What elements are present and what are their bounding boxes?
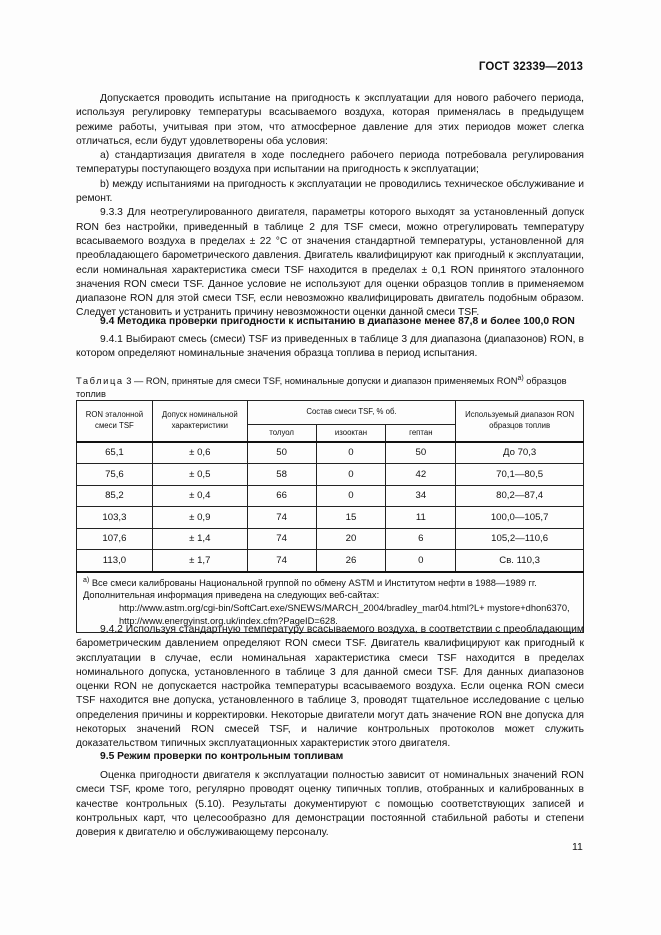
cell-toluene: 58 (247, 464, 316, 486)
cell-ron: 113,0 (77, 550, 153, 572)
header-heptane: гептан (386, 425, 456, 442)
cell-heptane: 11 (386, 507, 456, 529)
section-9-5-heading: 9.5 Режим проверки по контрольным топливам (100, 751, 344, 762)
cell-ron: 103,3 (77, 507, 153, 529)
footnote-line-2: Дополнительная информация приведена на следующих веб-сайтах: (83, 590, 380, 601)
header-tolerance: Допуск номинальной характеристики (152, 401, 247, 442)
cell-range: Св. 110,3 (456, 550, 584, 572)
cell-range: 80,2—87,4 (456, 485, 584, 507)
cell-isooctane: 0 (316, 464, 386, 486)
cell-isooctane: 0 (316, 485, 386, 507)
cell-toluene: 50 (247, 442, 316, 464)
table-3 (76, 400, 584, 633)
cell-tolerance: ± 1,4 (152, 528, 247, 550)
table-caption-footnote-mark: а) (517, 375, 524, 382)
cell-toluene: 74 (247, 528, 316, 550)
clause-9-4-2: 9.4.2 Используя стандартную температуру всасываемого воздуха, в соответствии с преобладающим барометрическим давлением определяют RON смеси TSF. Двигатель квалифицируют как пригодный к эксплуатации в случае, если номинальная характеристика смеси TSF находится в пределах номинального допуска, установленного в таблице 3 для данной смеси TSF. Для данных диапазонов оценки RON не допускается настройка температуры всасываемого воздуха. Если оценка RON смеси TSF находится вне допуска, установленного в таблице 3, проводят тщательное исследование с целью определения причины и корректировки. Некоторые двигатели могут дать значение RON вне допуска для некоторых значений RON смесей TSF, и наличие контрольных протоколов может служить доказательством типичных эксплуатационных характеристик этого двигателя. (76, 624, 584, 750)
table-row (77, 442, 584, 464)
cell-ron: 85,2 (77, 485, 153, 507)
header-toluene: толуол (247, 425, 316, 442)
cell-tolerance: ± 1,7 (152, 550, 247, 572)
clause-9-4-1: 9.4.1 Выбирают смесь (смеси) TSF из приведенных в таблице 3 для диапазона (диапазонов) RON, в котором определяют номинальные значения образца топлива в период испытания. (76, 334, 584, 360)
cell-tolerance: ± 0,9 (152, 507, 247, 529)
cell-tolerance: ± 0,4 (152, 485, 247, 507)
header-isooctane: изооктан (316, 425, 386, 442)
table-3-caption (76, 373, 584, 400)
table-row (77, 528, 584, 550)
cell-range: До 70,3 (456, 442, 584, 464)
page-number: 11 (572, 841, 583, 853)
header-range: Используемый диапазон RON образцов топлив (456, 401, 584, 442)
cell-isooctane: 26 (316, 550, 386, 572)
table-caption-suffix: образцов топлив (76, 376, 567, 399)
table-row (77, 485, 584, 507)
cell-heptane: 34 (386, 485, 456, 507)
table-caption-prefix: Таблица (76, 376, 124, 387)
cell-heptane: 6 (386, 528, 456, 550)
cell-isooctane: 0 (316, 442, 386, 464)
footnote-mark: а) (83, 576, 90, 584)
section-9-5-paragraph: Оценка пригодности двигателя к эксплуатации полностью зависит от номинальных значений RON смеси TSF, кроме того, регулярно проводят оценку типичных топлив, отобранных и калиброванных в качестве контрольных (5.10). Результаты документируют с помощью соответствующих записей и контрольных карт, что целесообразно для демонстрации постоянной стабильной работы и степени доверия к двигателю и обслуживающему персоналу. (76, 770, 584, 839)
cell-heptane: 50 (386, 442, 456, 464)
cell-ron: 75,6 (77, 464, 153, 486)
table-row (77, 507, 584, 529)
cell-tolerance: ± 0,5 (152, 464, 247, 486)
cell-isooctane: 20 (316, 528, 386, 550)
cell-heptane: 0 (386, 550, 456, 572)
cell-range: 105,2—110,6 (456, 528, 584, 550)
cell-ron: 107,6 (77, 528, 153, 550)
cell-toluene: 74 (247, 550, 316, 572)
table-caption-text: 3 — RON, принятые для смеси TSF, номинальные допуски и диапазон применяемых RON (123, 376, 518, 387)
cell-isooctane: 15 (316, 507, 386, 529)
cell-ron: 65,1 (77, 442, 153, 464)
footnote-url-astm[interactable]: http://www.astm.org/cgi-bin/SoftCart.exe/SNEWS/MARCH_2004/bradley_mar04.html?L+ mystore+dhon6370, (119, 603, 570, 614)
intro-block (76, 92, 584, 321)
document-header: ГОСТ 32339—2013 (478, 61, 583, 73)
footnote-url-energyinst[interactable]: http://www.energyinst.org.uk/index.cfm?PageID=628. (119, 615, 338, 626)
cell-range: 100,0—105,7 (456, 507, 584, 529)
clause-9-3-3: 9.3.3 Для неотрегулированного двигателя, параметры которого выходят за установленный допуск RON без настройки, приведенный в таблице 2 для TSF смеси, можно отрегулировать температуру всасываемого воздуха в пределах ± 22 °С от значения стандартной температуры, установленной для преобладающего барометрического давления. Двигатель квалифицируют как пригодный к эксплуатации, если номинальная характеристика смеси TSF находится в пределах ± 0,1 RON принятого эталонного значения RON смеси TSF. Данное условие не используют для оценки образцов топлив в применяемом диапазоне RON для этой смеси TSF, если невозможно квалифицировать двигатель подобным образом. Следует установить и устранить причину невозможности оценки данной смеси TSF. (76, 207, 584, 319)
condition-b: b) между испытаниями на пригодность к эксплуатации не проводились техническое обслуживание и ремонт. (76, 178, 584, 205)
table-row (77, 550, 584, 572)
cell-tolerance: ± 0,6 (152, 442, 247, 464)
header-ron: RON эталонной смеси TSF (77, 401, 153, 442)
cell-toluene: 66 (247, 485, 316, 507)
header-composition: Состав смеси TSF, % об. (247, 401, 456, 425)
intro-paragraph: Допускается проводить испытание на пригодность к эксплуатации для нового рабочего периода, используя регулировку температуры всасываемого воздуха, которая применялась в предыдущем режиме работы, учитывая при этом, что атмосферное давление для этих периодов может слегка отличаться, если будут удовлетворены оба условия: (76, 93, 584, 147)
table-row (77, 464, 584, 486)
section-9-4-heading: 9.4 Методика проверки пригодности к испытанию в диапазоне менее 87,8 и более 100,0 RON (100, 316, 575, 327)
cell-heptane: 42 (386, 464, 456, 486)
cell-toluene: 74 (247, 507, 316, 529)
condition-a: a) стандартизация двигателя в ходе последнего рабочего периода потребовала регулирования температуры поступающего воздуха при испытании на пригодность к эксплуатации; (76, 150, 584, 176)
footnote-text: Все смеси калиброваны Национальной группой по обмену ASTM и Институтом нефти в 1988—1989 гг. (89, 577, 537, 588)
cell-range: 70,1—80,5 (456, 464, 584, 486)
footnote-line-1 (83, 578, 537, 588)
